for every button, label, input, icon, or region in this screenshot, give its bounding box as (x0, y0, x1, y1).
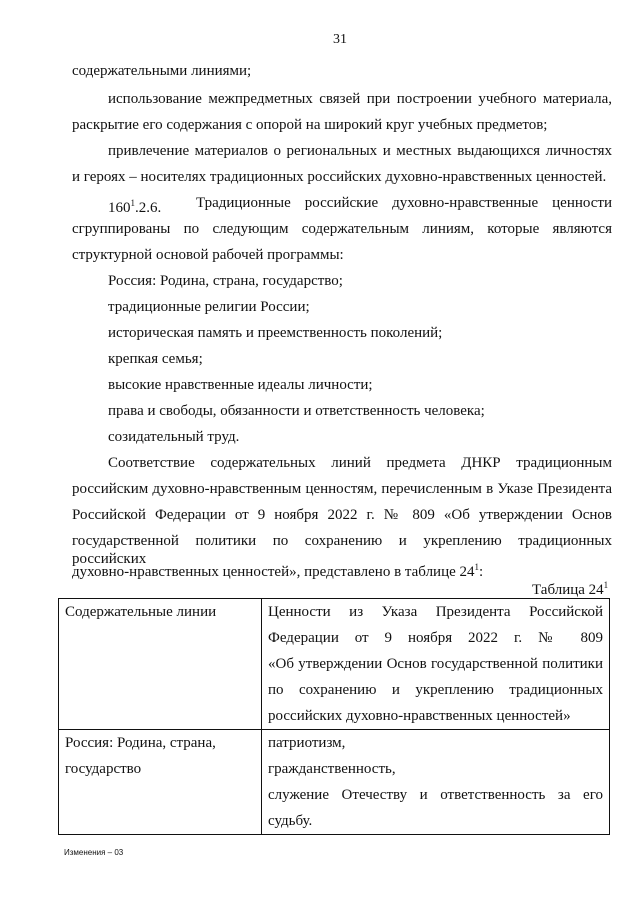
list-item: высокие нравственные идеалы личности; (108, 377, 373, 393)
table-caption: Таблица $24^1$ (532, 580, 609, 598)
list-item: права и свободы, обязанности и ответственность человека; (108, 403, 485, 419)
list-item: Россия: Родина, страна, государство; (108, 273, 343, 289)
list-item: созидательный труд. (108, 429, 240, 445)
list-item: традиционные религии России; (108, 299, 310, 315)
paragraph-line: Российской Федерации от 9 ноября 2022 г. № 809 «Об утверждении Основ (72, 507, 612, 523)
header-cell-values: Ценности из Указа Президента Российской Федерации от 9 ноября 2022 г. № 809 «Об утверждении Основ государственной политики по сохранению и укреплению традиционных российских духовно-нравственных ценностей» (262, 599, 610, 730)
list-item: крепкая семья; (108, 351, 203, 367)
paragraph-line: привлечение материалов о региональных и местных выдающихся личностях (108, 143, 612, 159)
section-number: $160^1.2.6$. (108, 198, 162, 216)
page-number: 31 (333, 32, 347, 47)
values-table (58, 598, 610, 835)
list-item: историческая память и преемственность поколений; (108, 325, 443, 341)
paragraph-line: Традиционные российские духовно-нравственные ценности (196, 195, 612, 211)
paragraph-line: Соответствие содержательных линий предмета ДНКР традиционным (108, 455, 612, 471)
paragraph-line: структурной основой рабочей программы: (72, 247, 344, 263)
table-header-row (59, 599, 610, 730)
table-row (59, 730, 610, 835)
header-cell-lines: Содержательные линии (59, 599, 262, 730)
footer-note: Изменения – 03 (64, 848, 124, 857)
row-cell-line: Россия: Родина, страна, государство (59, 730, 262, 835)
paragraph-line: российским духовно-нравственным ценностям, перечисленным в Указе Президента (72, 481, 612, 497)
paragraph-line: духовно-нравственных ценностей», представлено в таблице $24^1$: (72, 562, 484, 580)
row-cell-values: патриотизм, гражданственность, служение Отечеству и ответственность за его судьбу. (262, 730, 610, 835)
paragraph-line: государственной политики по сохранению и укреплению традиционных российских (72, 533, 612, 567)
paragraph-line: сгруппированы по следующим содержательным линиям, которые являются (72, 221, 612, 237)
paragraph-line: раскрытие его содержания с опорой на широкий круг учебных предметов; (72, 117, 548, 133)
paragraph-line: использование межпредметных связей при построении учебного материала, (108, 91, 612, 107)
paragraph-line: и героях – носителях традиционных российских духовно-нравственных ценностей. (72, 169, 607, 185)
paragraph-line: содержательными линиями; (72, 63, 252, 79)
